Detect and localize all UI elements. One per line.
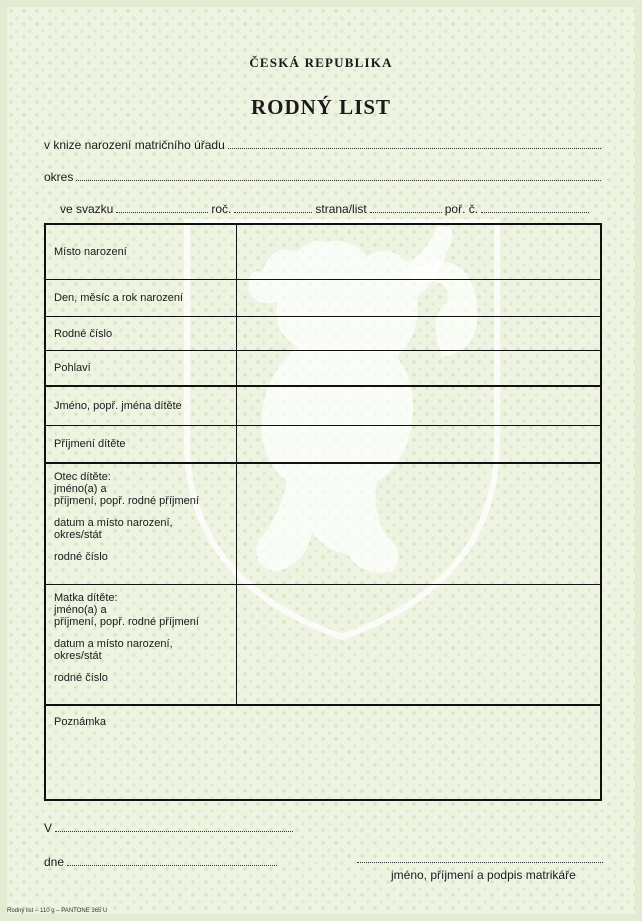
table-row-child-names[interactable] [46, 387, 600, 426]
father-title: Otec dítěte: [54, 471, 111, 483]
signature-field[interactable] [357, 862, 603, 863]
volume-line [60, 202, 592, 216]
registry-book-field[interactable] [228, 147, 601, 149]
child-names-label: Jméno, popř. jména dítěte [54, 400, 182, 412]
father-birth-line1: datum a místo narození, [54, 517, 173, 529]
page-label: strana/list [315, 202, 367, 216]
father-number-label: rodné číslo [54, 551, 108, 563]
sex-label: Pohlaví [54, 362, 91, 374]
sequence-field[interactable] [481, 211, 589, 213]
volume-field[interactable] [116, 211, 208, 213]
table-row-sex[interactable] [46, 351, 600, 387]
volume-label: ve svazku [60, 202, 114, 216]
year-field[interactable] [234, 211, 312, 213]
mother-number-label: rodné číslo [54, 672, 108, 684]
birthplace-label: Místo narození [54, 246, 127, 258]
issue-place-line [44, 821, 296, 835]
issue-date-line [44, 855, 280, 869]
child-surname-label: Příjmení dítěte [54, 438, 126, 450]
sequence-label: poř. č. [444, 202, 479, 216]
note-label: Poznámka [54, 716, 106, 728]
table-row-note[interactable] [46, 706, 600, 799]
mother-birth-line1: datum a místo narození, [54, 638, 173, 650]
country-heading: ČESKÁ REPUBLIKA [249, 55, 393, 70]
signature-caption: jméno, příjmení a podpis matrikáře [391, 868, 576, 882]
table-row-birthdate[interactable] [46, 280, 600, 317]
table-row-birthplace[interactable] [46, 225, 600, 280]
district-label: okres [44, 170, 74, 184]
mother-name-line2: příjmení, popř. rodné příjmení [54, 616, 199, 628]
year-label: roč. [211, 202, 232, 216]
table-row-mother[interactable] [46, 585, 600, 706]
table-row-child-surname[interactable] [46, 426, 600, 464]
mother-name-line1: jméno(a) a [54, 604, 107, 616]
mother-birth-line2: okres/stát [54, 650, 102, 662]
father-name-line2: příjmení, popř. rodné příjmení [54, 495, 199, 507]
father-name-line1: jméno(a) a [54, 483, 107, 495]
registry-book-line [44, 138, 604, 152]
issue-date-field[interactable] [67, 864, 277, 866]
table-row-birth-number[interactable] [46, 317, 600, 351]
birth-number-label: Rodné číslo [54, 327, 113, 340]
document-title: RODNÝ LIST [250, 95, 392, 119]
district-line [44, 170, 604, 184]
father-labels [54, 471, 199, 563]
print-note: Rodný list – 110 g – PANTONE 365 U [7, 908, 108, 914]
page-field[interactable] [370, 211, 442, 213]
birth-record-table [44, 223, 602, 801]
issue-place-field[interactable] [55, 830, 293, 832]
table-row-father[interactable] [46, 464, 600, 585]
issue-date-label: dne [44, 855, 65, 869]
district-field[interactable] [76, 179, 601, 181]
mother-title: Matka dítěte: [54, 592, 118, 604]
issue-place-label: V [44, 821, 53, 835]
registry-book-label: v knize narození matričního úřadu [44, 138, 225, 152]
mother-labels [54, 592, 199, 684]
father-birth-line2: okres/stát [54, 529, 102, 541]
birthdate-label: Den, měsíc a rok narození [54, 292, 184, 304]
